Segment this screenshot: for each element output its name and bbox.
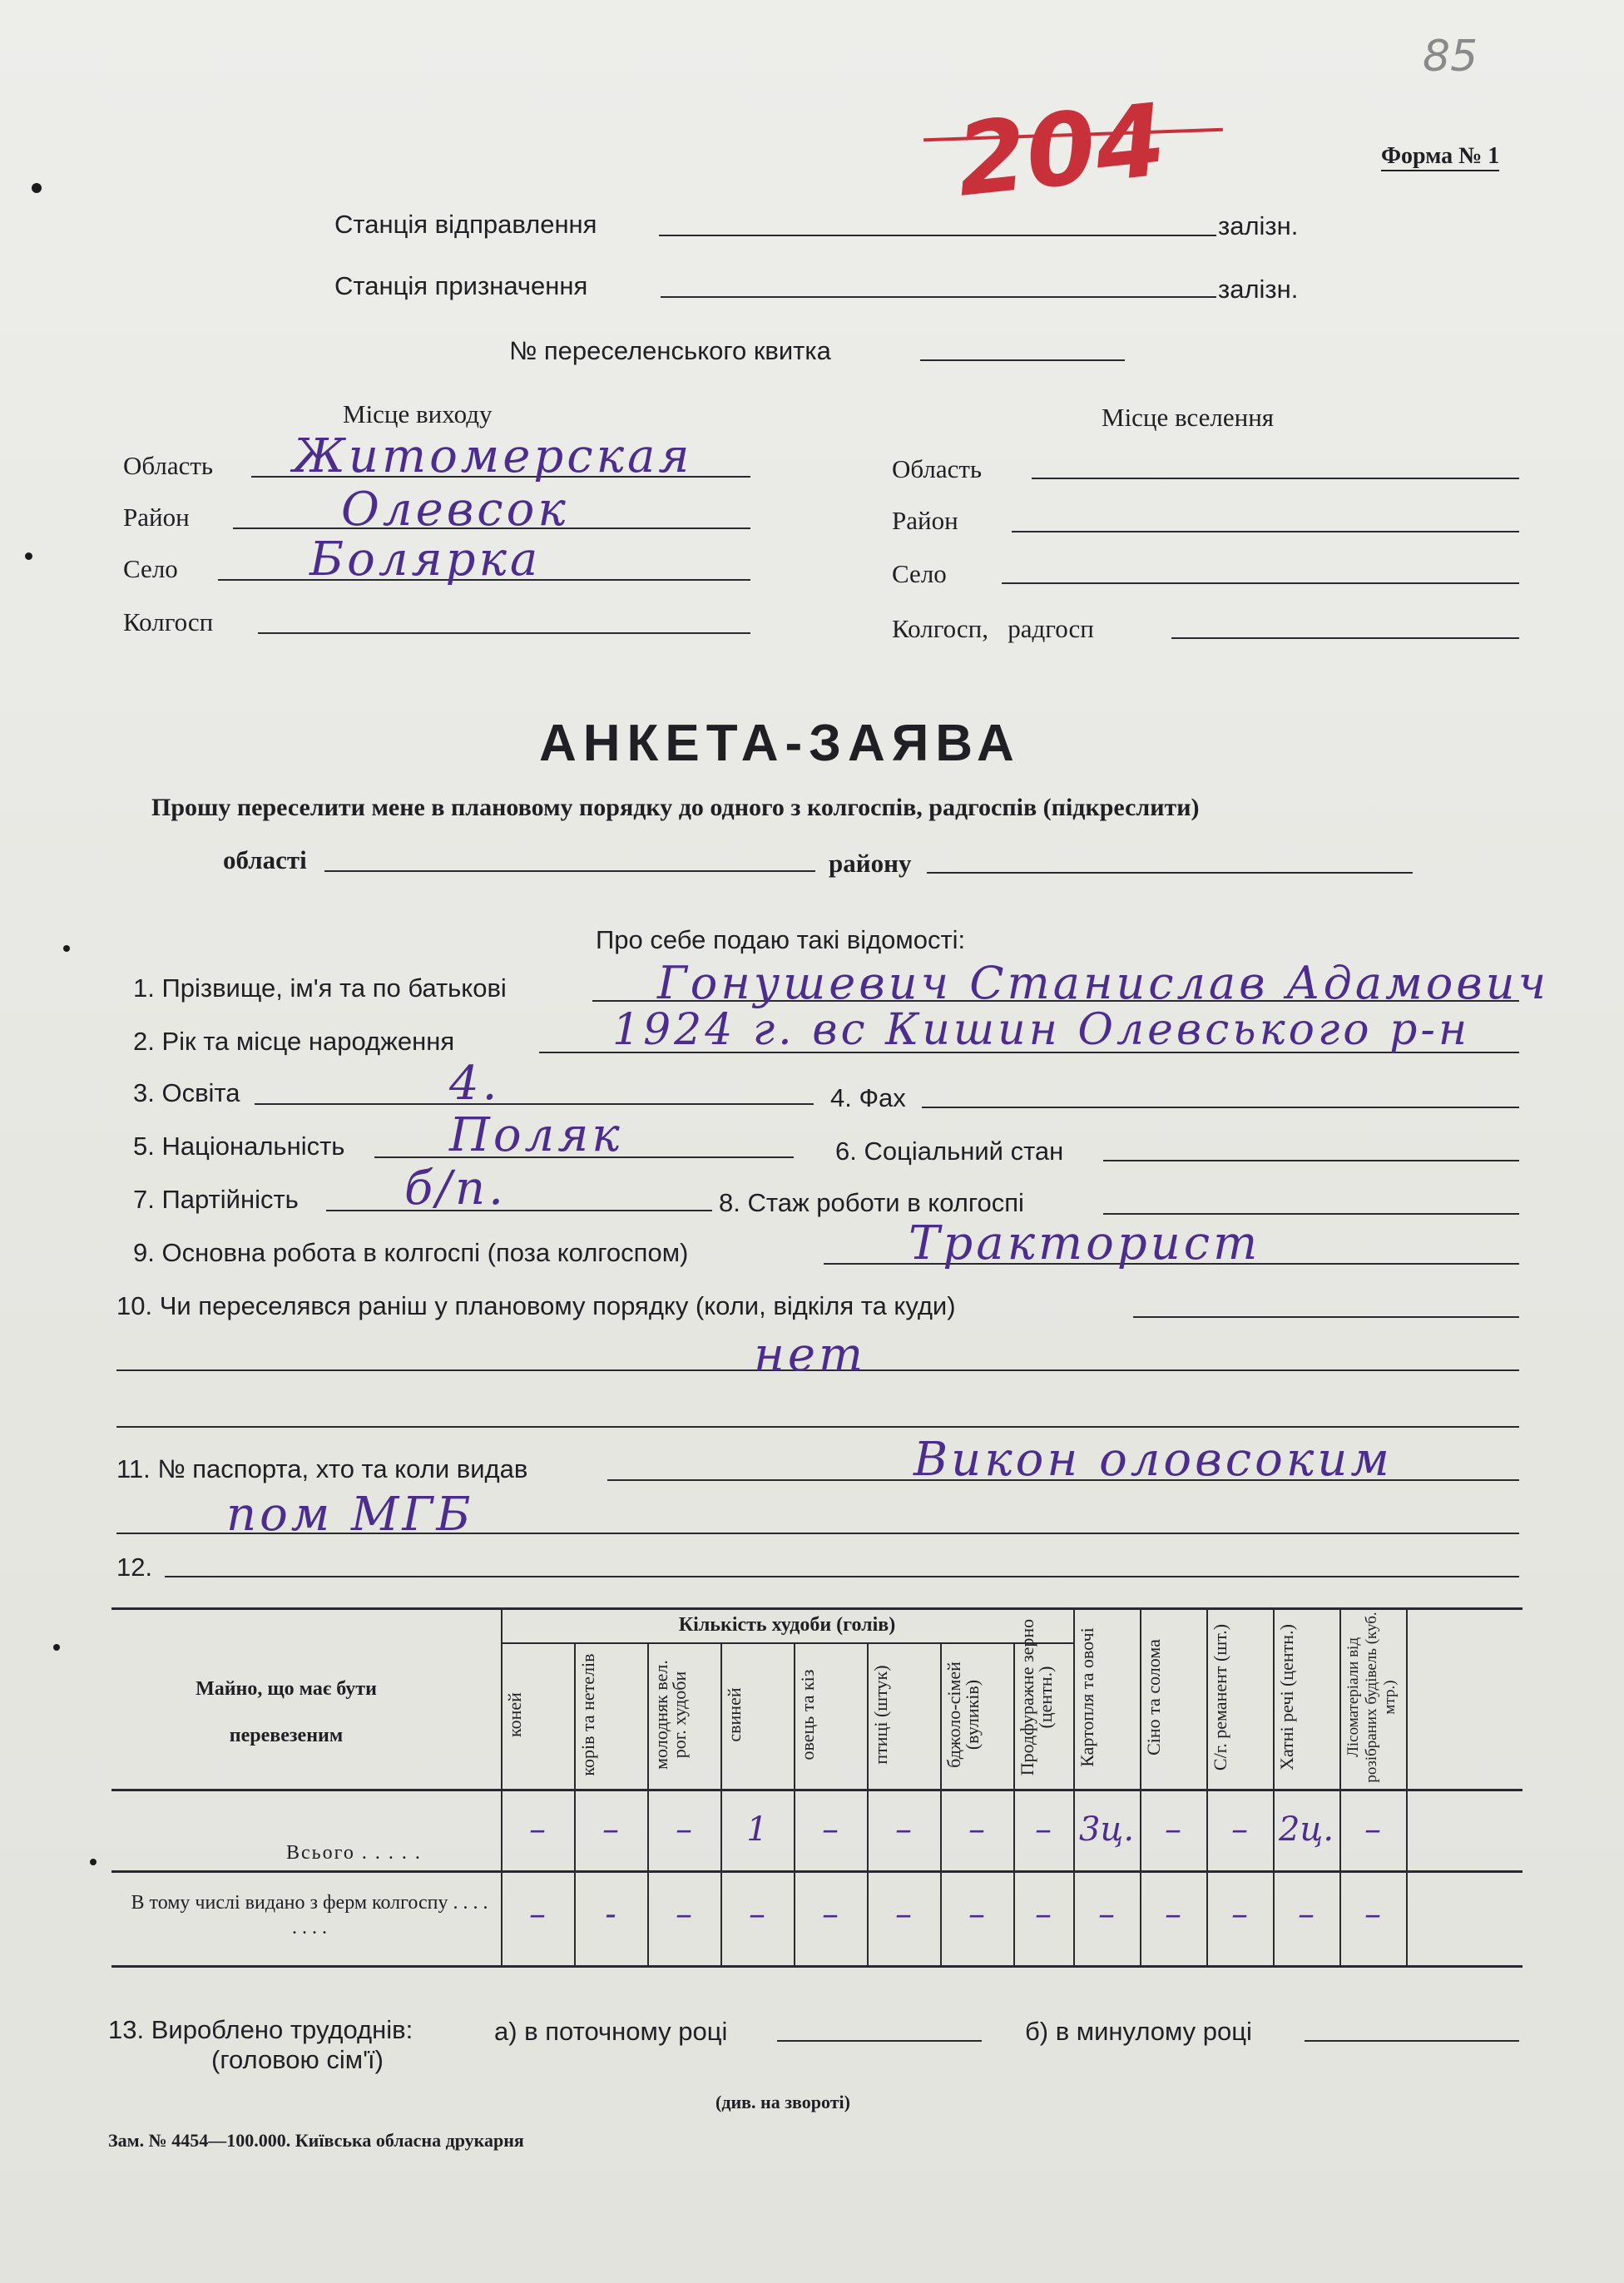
row-farm-label: В тому числі видано з ферм колгоспу . . . . . . . .	[131, 1892, 488, 1939]
dest-oblast-line	[1032, 478, 1519, 479]
item-10-line	[1133, 1316, 1519, 1318]
rail-suffix: залізн.	[1218, 275, 1299, 304]
destination-station-label: Станція призначення	[334, 271, 588, 300]
row_total-cell: –	[602, 1810, 619, 1849]
punch-hole	[32, 183, 42, 193]
item-11-value-b: пом МГБ	[226, 1488, 474, 1542]
row_total-cell: 1	[746, 1810, 768, 1849]
workdays-sublabel: (головою сім'ї)	[211, 2045, 384, 2074]
item-5-value: Поляк	[449, 1108, 623, 1162]
row_farm-cell: –	[529, 1895, 546, 1934]
punch-hole	[63, 945, 70, 952]
row_total-cell: –	[822, 1810, 839, 1849]
column-header-8: Продфуражне зерно (центн.)	[1017, 1618, 1056, 1776]
origin-oblast-value: Житомерская	[293, 429, 693, 483]
item-3-label: 3. Освіта	[133, 1078, 240, 1107]
livestock-header: Кількість худоби (голів)	[678, 1614, 896, 1636]
rail-suffix: залізн.	[1218, 211, 1299, 240]
item-12-line	[165, 1576, 1519, 1577]
destination-heading: Місце вселення	[1102, 403, 1275, 432]
destination-station-line	[661, 296, 1216, 298]
column-header-3: молодняк вел. рог. худоби	[651, 1660, 690, 1770]
dest-kolhosp-label: Колгосп, радгосп	[892, 614, 1094, 643]
column-header-4: свиней	[724, 1687, 745, 1742]
item-12-label: 12.	[116, 1553, 153, 1582]
punch-hole	[25, 552, 32, 560]
row_total-cell: –	[895, 1810, 912, 1849]
origin-selo-label: Село	[123, 554, 178, 583]
request-text: Прошу переселити мене в плановому порядку до одного з колгоспів, радгоспів (підкреслити)	[151, 794, 1200, 821]
item-11-label: 11. № паспорта, хто та коли видав	[116, 1454, 528, 1483]
ticket-number-label: № переселенського квитка	[509, 336, 831, 365]
item-4-label: 4. Фах	[830, 1083, 906, 1112]
item-5-label: 5. Національність	[133, 1132, 345, 1161]
row_farm-cell: –	[895, 1895, 912, 1934]
origin-raion-value: Олевсок	[341, 483, 569, 537]
row_farm-cell: –	[749, 1895, 765, 1934]
form-title: АНКЕТА-ЗАЯВА	[539, 715, 1021, 772]
origin-oblast-label: Область	[123, 451, 214, 480]
row_farm-cell: –	[822, 1895, 839, 1934]
form-number: Форма № 1	[1381, 143, 1499, 171]
row_farm-cell: –	[968, 1895, 985, 1934]
column-header-7: бджоло-сімей (вуликів)	[943, 1661, 983, 1768]
workdays-label: 13. Вироблено трудоднів:	[108, 2015, 413, 2044]
row_farm-cell: –	[1098, 1895, 1115, 1934]
item-4-line	[922, 1107, 1519, 1108]
item-9-label: 9. Основна робота в колгоспі (поза колгоспом)	[133, 1238, 689, 1267]
item-6-label: 6. Соціальний стан	[835, 1137, 1064, 1166]
column-header-6: птиці (штук)	[870, 1665, 891, 1765]
column-header-10: Сіно та солома	[1143, 1639, 1164, 1756]
column-header-13: Лісоматеріали від розібраних будівель (куб. мтр.)	[1344, 1612, 1399, 1783]
row_total-cell: –	[676, 1810, 692, 1849]
row_total-cell: 3ц.	[1078, 1810, 1135, 1849]
departure-station-label: Станція відправлення	[334, 210, 597, 239]
row_total-cell: –	[1231, 1810, 1248, 1849]
item-10-value: нет	[754, 1328, 867, 1382]
dest-kolhosp-line	[1171, 637, 1519, 639]
column-header-11: С/г. реманент (шт.)	[1210, 1623, 1230, 1771]
row_farm-cell: –	[1035, 1895, 1052, 1934]
workdays-previous-label: б) в минулому році	[1025, 2017, 1252, 2046]
ticket-number-line	[920, 359, 1125, 361]
raionu-label: району	[829, 849, 912, 878]
item-7-value: б/п.	[404, 1161, 507, 1216]
item-3-value: 4.	[449, 1057, 501, 1111]
item-10-line-3	[116, 1426, 1519, 1428]
workdays-previous-line	[1305, 2040, 1519, 2042]
item-6-line	[1103, 1160, 1519, 1161]
red-stamp-number: 204	[951, 82, 1171, 220]
item-1-value: Гонушевич Станислав Адамович	[657, 957, 1550, 1009]
table-column-divider	[1406, 1607, 1408, 1965]
column-header-1: коней	[504, 1692, 525, 1737]
item-9-value: Тракторист	[909, 1216, 1261, 1270]
column-header-12: Хатні речі (центн.)	[1276, 1624, 1297, 1770]
item-8-label: 8. Стаж роботи в колгоспі	[719, 1188, 1024, 1217]
dest-oblast-label: Область	[892, 454, 983, 483]
row_farm-cell: –	[676, 1895, 692, 1934]
column-header-9: Картопля та овочі	[1077, 1627, 1097, 1767]
printer-note: Зам. № 4454—100.000. Київська обласна друкарня	[108, 2130, 524, 2151]
raionu-line	[927, 872, 1413, 874]
dest-raion-label: Район	[892, 506, 958, 535]
column-header-5: овець та кіз	[797, 1669, 818, 1761]
origin-selo-value: Болярка	[309, 532, 542, 587]
row_total-cell: –	[1035, 1810, 1052, 1849]
row_farm-cell: –	[1165, 1895, 1181, 1934]
item-3-line	[255, 1103, 814, 1105]
dest-selo-line	[1002, 582, 1519, 584]
row_total-cell: 2ц.	[1278, 1810, 1334, 1849]
row_farm-cell: –	[1298, 1895, 1315, 1934]
item-1-label: 1. Прізвище, ім'я та по батькові	[133, 973, 507, 1003]
oblasti-label: області	[223, 845, 307, 874]
departure-station-line	[659, 235, 1216, 236]
origin-raion-label: Район	[123, 503, 190, 532]
dest-raion-line	[1012, 531, 1519, 532]
archive-number: 85	[1423, 32, 1478, 82]
item-11-value-a: Викон оловсоким	[914, 1433, 1393, 1487]
property-table	[111, 1599, 1522, 1982]
column-header-2: корів та нетелів	[577, 1653, 598, 1776]
origin-kolhosp-label: Колгосп	[123, 607, 214, 636]
origin-heading: Місце виходу	[343, 399, 493, 428]
row_total-cell: –	[1364, 1810, 1381, 1849]
oblasti-line	[324, 870, 815, 872]
info-heading: Про себе подаю такі відомості:	[596, 925, 966, 954]
item-2-label: 2. Рік та місце народження	[133, 1027, 455, 1056]
row_farm-cell: –	[1364, 1895, 1381, 1934]
punch-hole	[90, 1859, 97, 1865]
item-10-label: 10. Чи переселявся раніш у плановому порядку (коли, відкіля та куди)	[116, 1291, 956, 1320]
workdays-current-line	[777, 2040, 982, 2042]
item-7-line	[326, 1210, 712, 1211]
see-back-note: (див. на звороті)	[715, 2092, 850, 2112]
row_farm-cell: -	[605, 1895, 616, 1934]
origin-kolhosp-line	[258, 632, 750, 634]
row-total-label: Всього . . . . .	[286, 1842, 422, 1864]
workdays-current-label: а) в поточному році	[494, 2017, 728, 2046]
dest-selo-label: Село	[892, 559, 947, 588]
property-header: Майно, що має бути перевезеним	[196, 1678, 377, 1746]
item-7-label: 7. Партійність	[133, 1185, 299, 1214]
item-8-line	[1103, 1213, 1519, 1215]
row_total-cell: –	[1165, 1810, 1181, 1849]
punch-hole	[53, 1644, 60, 1651]
row_total-cell: –	[968, 1810, 985, 1849]
row_total-cell: –	[529, 1810, 546, 1849]
row_farm-cell: –	[1231, 1895, 1248, 1934]
item-2-value: 1924 г. вс Кишин Олевського р-н	[612, 1005, 1471, 1055]
